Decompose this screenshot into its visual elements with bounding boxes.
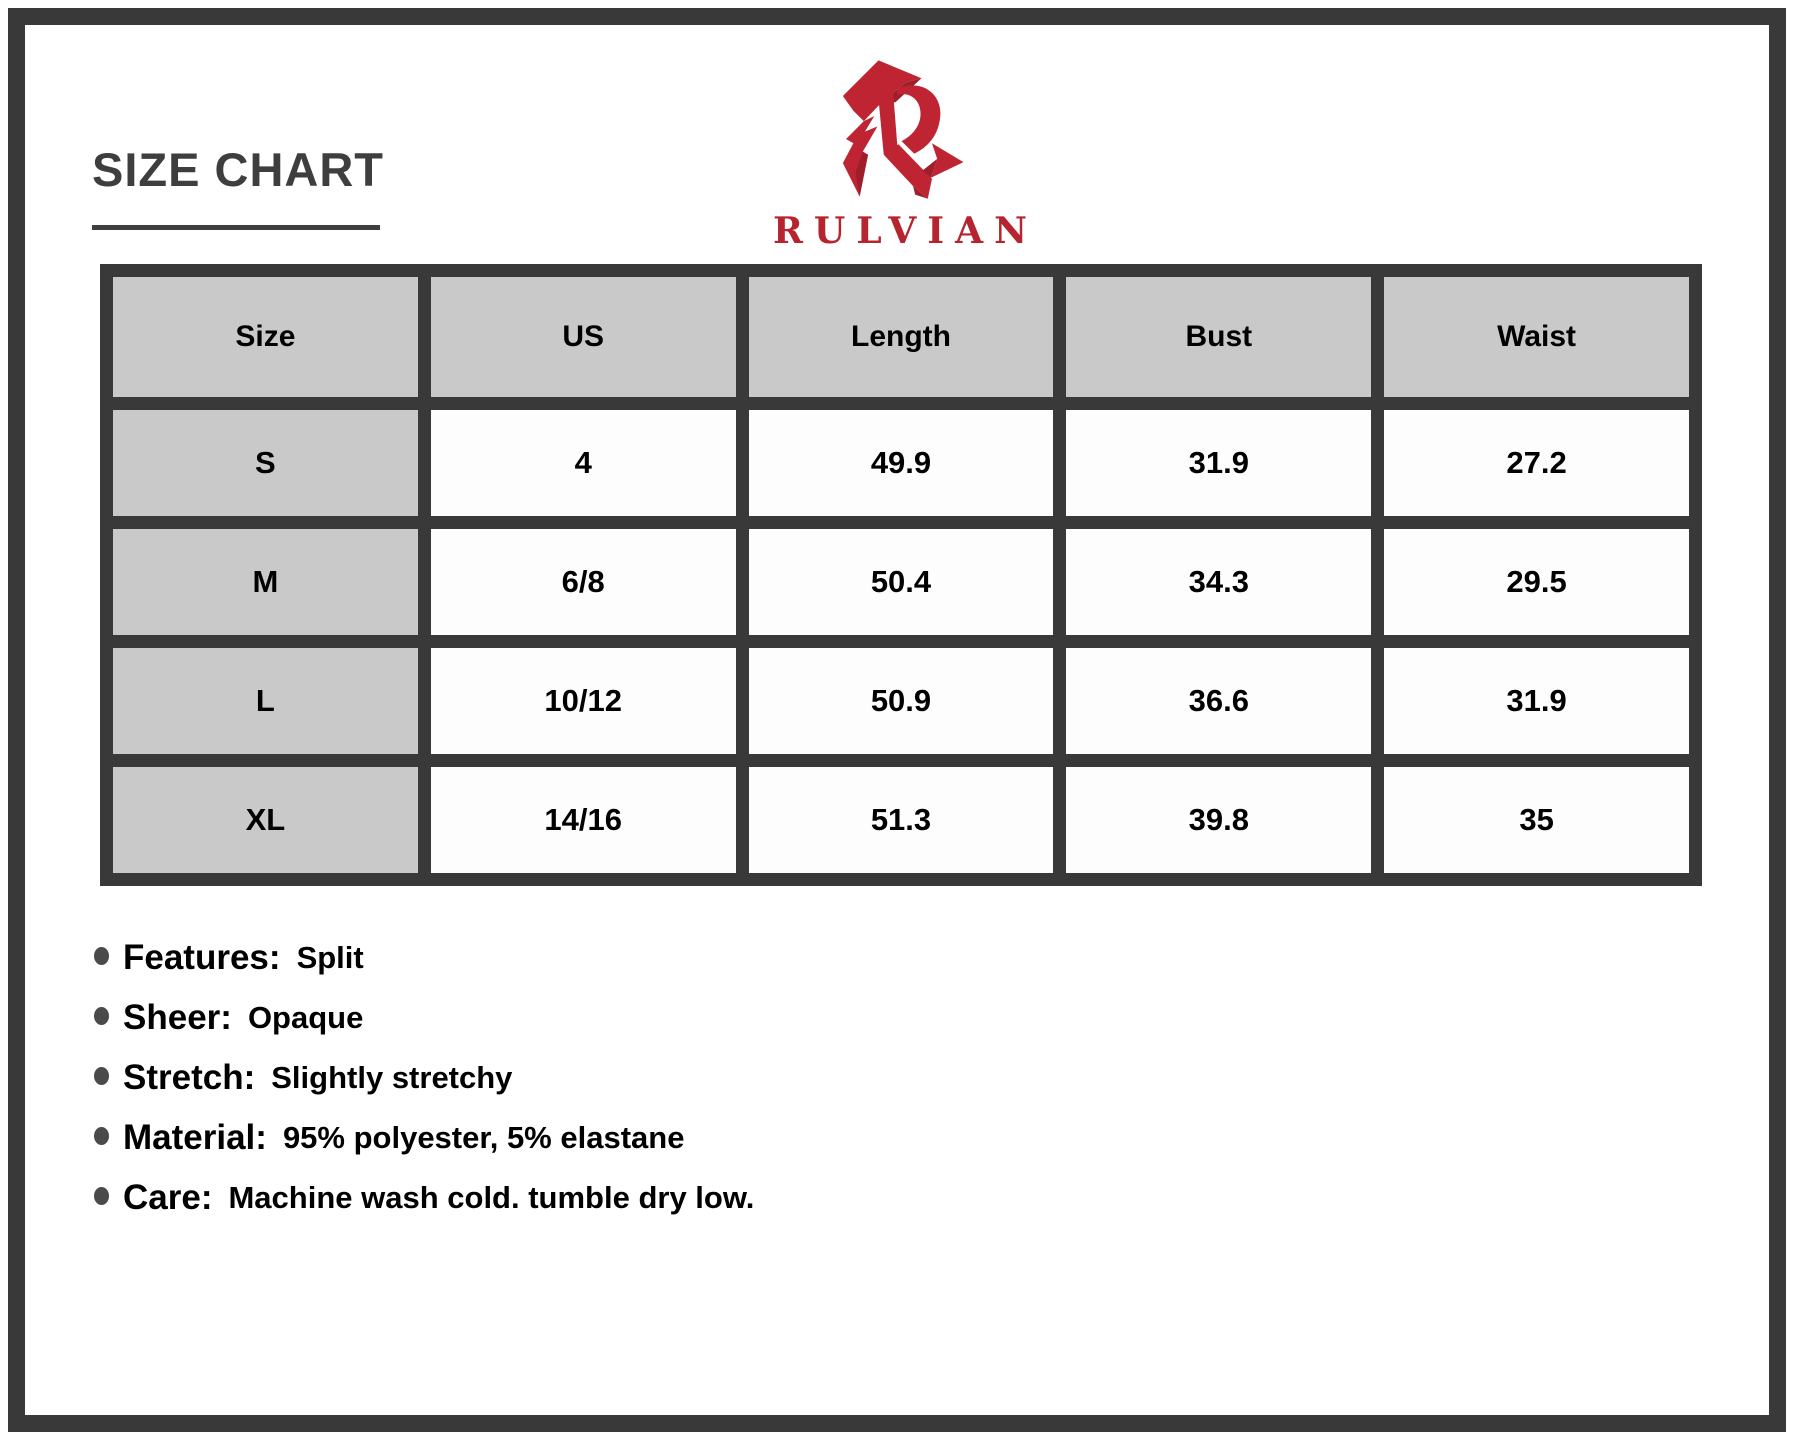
bullet-icon (94, 947, 109, 965)
r-logo-icon (829, 52, 971, 204)
page-title: SIZE CHART (92, 143, 384, 196)
detail-label: Care: (123, 1178, 213, 1217)
detail-item-features (94, 938, 754, 978)
detail-value: Opaque (247, 1000, 364, 1035)
brand-logo (0, 52, 1800, 252)
length-cell: 51.3 (749, 767, 1054, 873)
size-cell: S (113, 410, 418, 516)
us-cell: 14/16 (431, 767, 736, 873)
bullet-icon (94, 1187, 109, 1205)
us-cell: 4 (431, 410, 736, 516)
size-table (100, 264, 1702, 886)
waist-cell: 35 (1384, 767, 1689, 873)
bullet-icon (94, 1007, 109, 1025)
bust-cell: 34.3 (1066, 529, 1371, 635)
bust-cell: 36.6 (1066, 648, 1371, 754)
detail-value: Slightly stretchy (271, 1060, 513, 1095)
product-details-list (94, 938, 754, 1238)
detail-item-material (94, 1118, 754, 1158)
detail-item-sheer (94, 998, 754, 1038)
bullet-icon (94, 1127, 109, 1145)
detail-label: Sheer: (123, 998, 232, 1037)
size-cell: L (113, 648, 418, 754)
detail-value: 95% polyester, 5% elastane (282, 1120, 685, 1155)
column-header-length: Length (749, 277, 1054, 397)
size-cell: M (113, 529, 418, 635)
length-cell: 50.4 (749, 529, 1054, 635)
table-row-xl (113, 767, 1689, 873)
brand-name: RULVIAN (773, 210, 1038, 252)
waist-cell: 31.9 (1384, 648, 1689, 754)
length-cell: 50.9 (749, 648, 1054, 754)
detail-value: Machine wash cold. tumble dry low. (228, 1180, 755, 1215)
bust-cell: 31.9 (1066, 410, 1371, 516)
detail-item-stretch (94, 1058, 754, 1098)
us-cell: 6/8 (431, 529, 736, 635)
detail-label: Material: (123, 1118, 267, 1157)
detail-value: Split (296, 940, 364, 975)
column-header-waist: Waist (1384, 277, 1689, 397)
waist-cell: 29.5 (1384, 529, 1689, 635)
column-header-bust: Bust (1066, 277, 1371, 397)
detail-label: Stretch: (123, 1058, 256, 1097)
bust-cell: 39.8 (1066, 767, 1371, 873)
table-header-row (113, 277, 1689, 397)
detail-label: Features: (123, 938, 281, 977)
size-cell: XL (113, 767, 418, 873)
waist-cell: 27.2 (1384, 410, 1689, 516)
length-cell: 49.9 (749, 410, 1054, 516)
bullet-icon (94, 1067, 109, 1085)
table-row-s (113, 410, 1689, 516)
table-row-l (113, 648, 1689, 754)
column-header-us: US (431, 277, 736, 397)
table-row-m (113, 529, 1689, 635)
detail-item-care (94, 1178, 754, 1218)
column-header-size: Size (113, 277, 418, 397)
us-cell: 10/12 (431, 648, 736, 754)
